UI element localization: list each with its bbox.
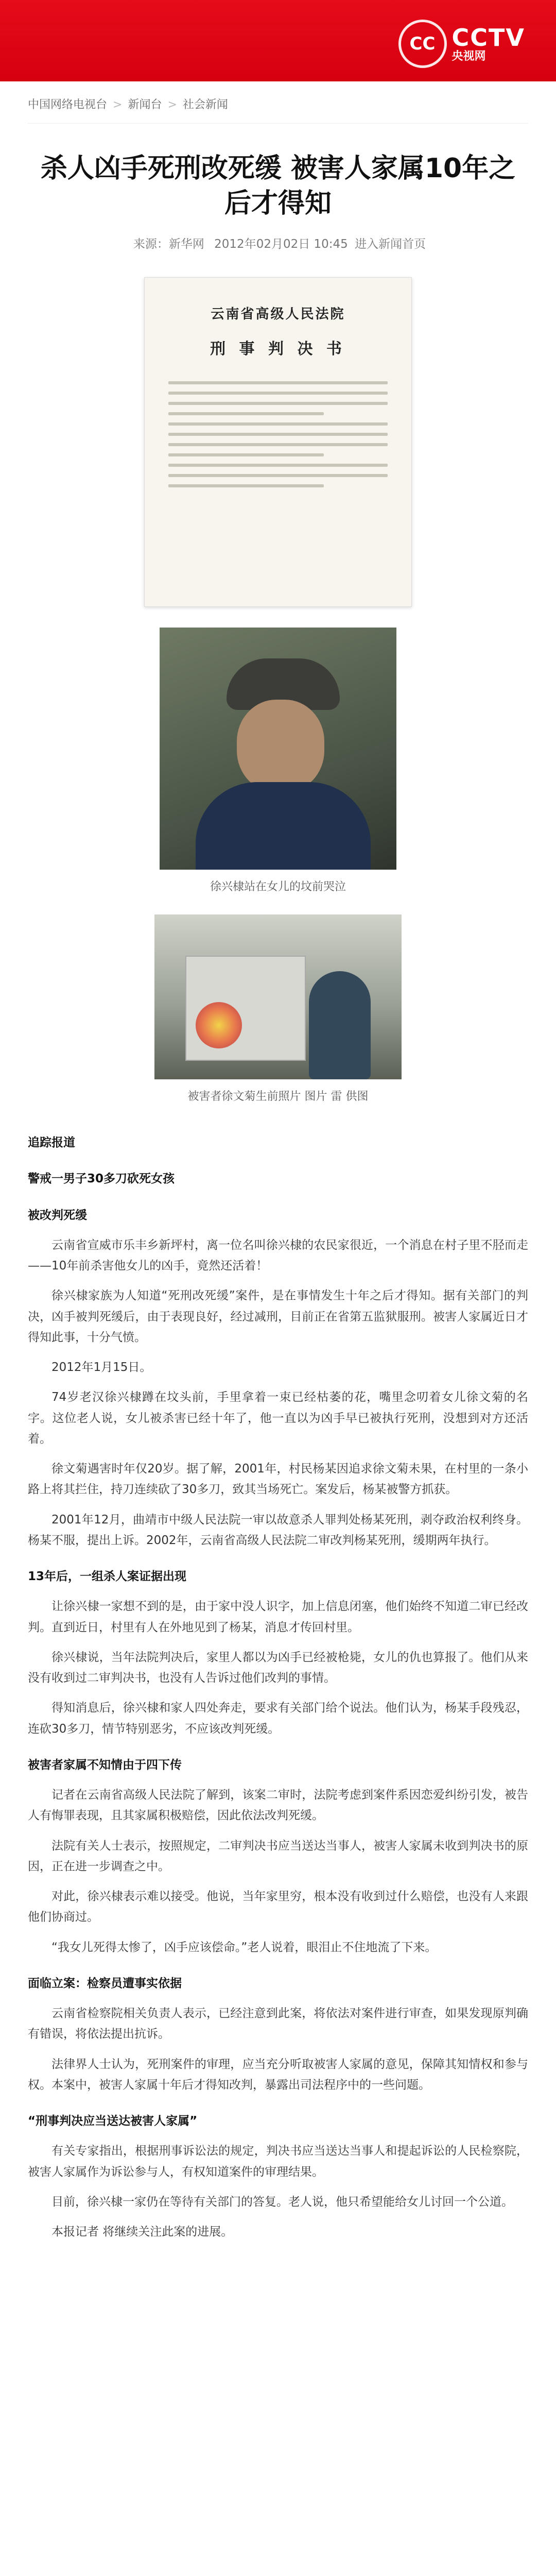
section-heading: 被害者家属不知情由于四下传 xyxy=(28,1758,182,1772)
article-body xyxy=(28,1132,528,2242)
document-court: 云南省高级人民法院 xyxy=(211,307,345,323)
article-paragraph: 对此，徐兴棣表示难以接受。他说，当年家里穷，根本没有收到过什么赔偿，也没有人来跟他们协商过。 xyxy=(28,1890,528,1924)
document-text-line xyxy=(168,422,388,426)
section-heading: “刑事判决应当送达被害人家属” xyxy=(28,2114,198,2128)
brand-sub: 央视网 xyxy=(451,50,486,63)
breadcrumb-item-1[interactable]: 新闻台 xyxy=(128,98,162,111)
site-header xyxy=(0,0,556,81)
grave-photo xyxy=(154,914,402,1079)
document-text-line xyxy=(168,402,388,405)
article-paragraph: 记者在云南省高级人民法院了解到，该案二审时，法院考虑到案件系因恋爱纠纷引发，被告人有悔罪表现，且其家属积极赔偿，因此依法改判死缓。 xyxy=(28,1788,528,1823)
figure-caption-2: 被害者徐文菊生前照片 图片 雷 供图 xyxy=(187,1090,369,1104)
article-paragraph: 74岁老汉徐兴棣蹲在坟头前，手里拿着一束已经枯萎的花，嘴里念叨着女儿徐文菊的名字。这位老人说，女儿被杀害已经十年了，他一直以为凶手早已被执行死刑，没想到对方还活着。 xyxy=(28,1391,528,1446)
photo-flowers-shape xyxy=(196,1002,242,1048)
article-paragraph: 徐兴棣说，当年法院判决后，家里人都以为凶手已经被枪毙，女儿的仇也算报了。他们从来没有收到过二审判决书，也没有人告诉过他们改判的事情。 xyxy=(28,1650,528,1685)
article-paragraph: 云南省宣威市乐丰乡新坪村，离一位名叫徐兴棣的农民家很近，一个消息在村子里不胫而走——10年前杀害他女儿的凶手，竟然还活着！ xyxy=(28,1238,528,1273)
document-text-line xyxy=(168,381,388,384)
breadcrumb xyxy=(28,81,528,124)
section-heading: 被改判死缓 xyxy=(28,1208,87,1222)
section-heading: 13年后，一组杀人案证据出现 xyxy=(28,1570,187,1584)
document-text-line xyxy=(168,412,324,415)
photo-coat-shape xyxy=(196,782,371,870)
article-paragraph: 法律界人士认为，死刑案件的审理，应当充分听取被害人家属的意见，保障其知情权和参与权。本案中，被害人家属十年后才得知改判，暴露出司法程序中的一些问题。 xyxy=(28,2057,528,2092)
document-kind: 刑 事 判 决 书 xyxy=(210,340,346,359)
article-paragraph: 得知消息后，徐兴棣和家人四处奔走，要求有关部门给个说法。他们认为，杨某手段残忍，连砍30多刀，情节特别恶劣，不应该改判死缓。 xyxy=(28,1701,528,1736)
breadcrumb-item-0[interactable]: 中国网络电视台 xyxy=(28,98,108,111)
photo-face-shape xyxy=(237,700,324,792)
document-text-line xyxy=(168,443,388,446)
article-paragraph: 法院有关人士表示，按照规定，二审判决书应当送达当事人，被害人家属未收到判决书的原因，正在进一步调查之中。 xyxy=(28,1839,528,1873)
meta-home-link[interactable]: 进入新闻首页 xyxy=(355,238,426,251)
meta-source: 来源：新华网 xyxy=(133,238,204,251)
figure-father xyxy=(28,628,528,894)
section-heading: 警戒一男子30多刀砍死女孩 xyxy=(28,1172,175,1186)
article-paragraph: 2001年12月，曲靖市中级人民法院一审以故意杀人罪判处杨某死刑，剥夺政治权利终身。杨某不服，提出上诉。2002年，云南省高级人民法院二审改判杨某死刑，缓期两年执行。 xyxy=(28,1513,528,1547)
cctv-logo[interactable] xyxy=(398,20,526,68)
main-content xyxy=(0,81,556,2242)
brand-name: CCTV xyxy=(451,23,525,52)
article-paragraph: 2012年1月15日。 xyxy=(51,1361,152,1375)
document-text-line xyxy=(168,433,388,436)
article-paragraph: 有关专家指出，根据刑事诉讼法的规定，判决书应当送达当事人和提起诉讼的人民检察院，被害人家属作为诉讼参与人，有权知道案件的审理结果。 xyxy=(28,2144,528,2179)
article-paragraph: 云南省检察院相关负责人表示，已经注意到此案，将依法对案件进行审查，如果发现原判确有错误，将依法提出抗诉。 xyxy=(28,2007,528,2041)
breadcrumb-item-2[interactable]: 社会新闻 xyxy=(182,98,228,111)
document-text-line xyxy=(168,464,388,467)
article-paragraph: 徐文菊遇害时年仅20岁。据了解，2001年，村民杨某因追求徐文菊未果，在村里的一条小路上将其拦住，持刀连续砍了30多刀，致其当场死亡。案发后，杨某被警方抓获。 xyxy=(28,1462,528,1497)
document-text-line xyxy=(168,484,324,487)
father-photo xyxy=(160,628,396,870)
article-paragraph: 徐兴棣家族为人知道“死刑改死缓”案件，是在事情发生十年之后才得知。据有关部门的判决，凶手被判死缓后，由于表现良好，经过减刑，目前正在省第五监狱服刑。被害人家属近日才得知此事，十分气愤。 xyxy=(28,1289,528,1344)
article-paragraph: 本报记者 将继续关注此案的进展。 xyxy=(51,2225,233,2239)
article-meta xyxy=(28,234,528,251)
figure-caption-1: 徐兴棣站在女儿的坟前哭泣 xyxy=(210,880,346,894)
breadcrumb-separator: > xyxy=(113,98,123,111)
article-paragraph: “我女儿死得太惨了，凶手应该偿命。”老人说着，眼泪止不住地流了下来。 xyxy=(51,1940,437,1954)
figure-grave xyxy=(28,914,528,1104)
photo-person-shape xyxy=(309,971,371,1079)
document-text-line xyxy=(168,474,388,477)
document-text-line xyxy=(168,453,324,456)
section-heading: 追踪报道 xyxy=(28,1136,75,1150)
figure-document xyxy=(28,277,528,607)
breadcrumb-separator: > xyxy=(167,98,177,111)
article-paragraph: 目前，徐兴棣一家仍在等待有关部门的答复。老人说，他只希望能给女儿讨回一个公道。 xyxy=(51,2195,513,2209)
document-text-line xyxy=(168,392,388,395)
meta-date: 2012年02月02日 10:45 xyxy=(214,238,348,251)
page-title: 杀人凶手死刑改死缓 被害人家属10年之后才得知 xyxy=(40,153,516,219)
section-heading: 面临立案：检察员遭事实依据 xyxy=(28,1976,182,1990)
article-paragraph: 让徐兴棣一家想不到的是，由于家中没人识字，加上信息闭塞，他们始终不知道二审已经改判。直到近日，村里有人在外地见到了杨某，消息才传回村里。 xyxy=(28,1600,528,1634)
cctv-logo-text xyxy=(452,25,526,63)
cctv-logo-mark: CC xyxy=(398,20,447,68)
judgment-document-image xyxy=(144,277,412,607)
